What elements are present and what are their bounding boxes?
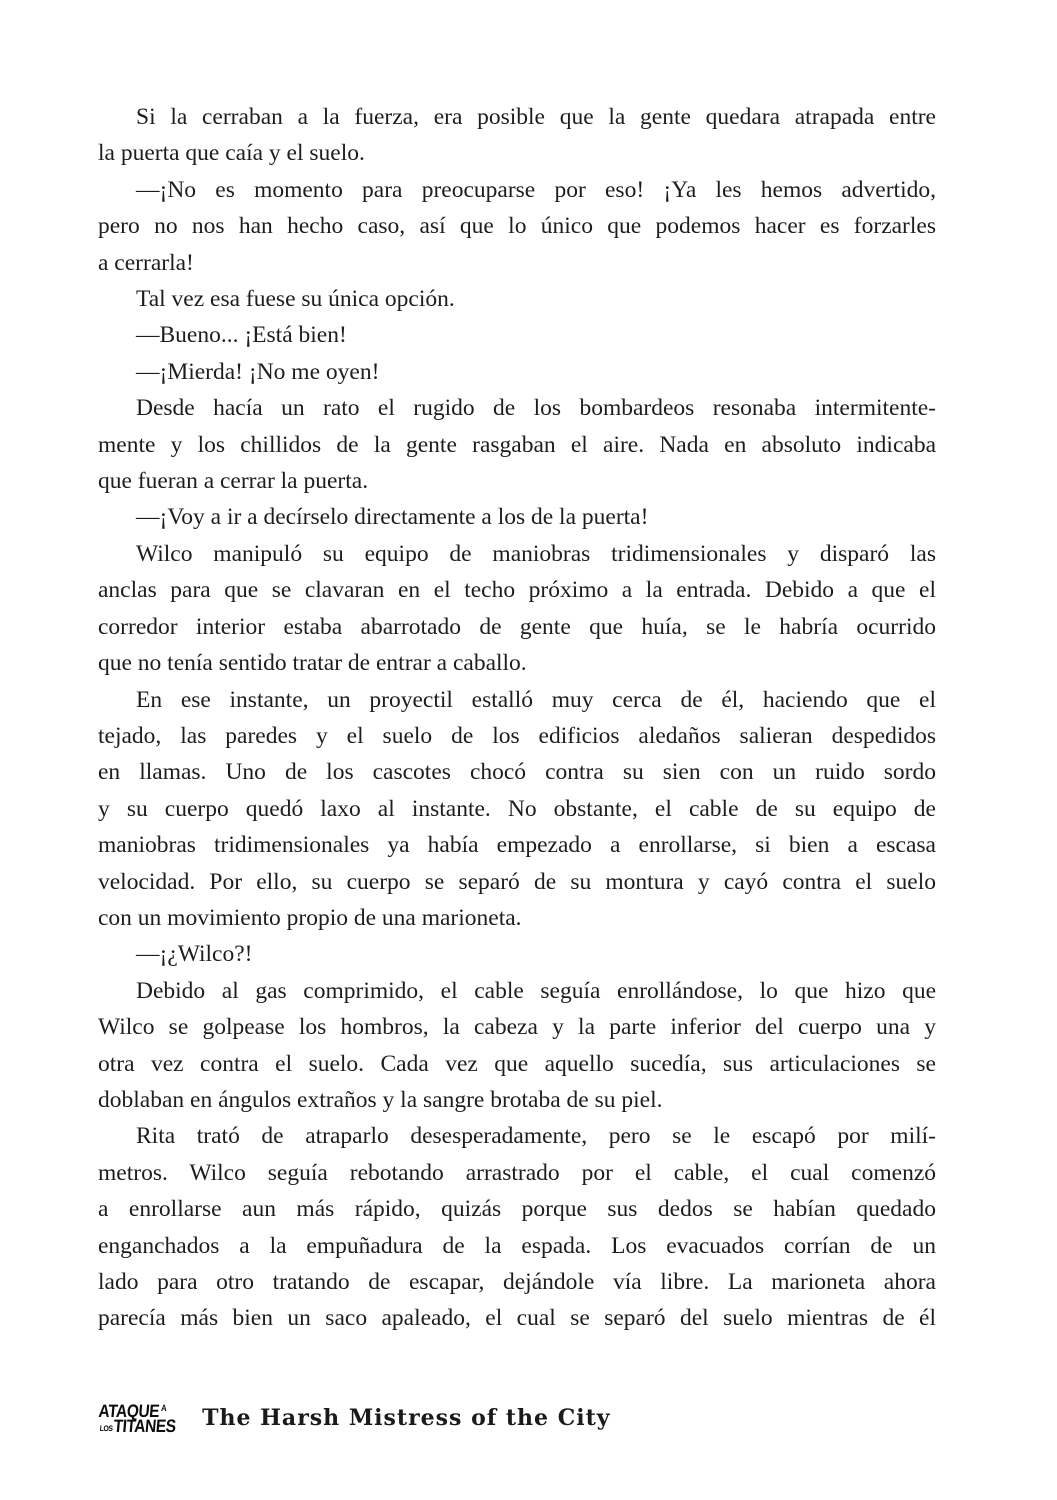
paragraph: [98, 499, 936, 535]
text-line: a cerrarla!: [98, 249, 194, 276]
text-line: y su cuerpo quedó laxo al instante. No obstante, el cable de su equipo de: [98, 795, 936, 822]
text-line: la puerta que caía y el suelo.: [98, 140, 365, 167]
paragraph: [98, 973, 936, 1119]
text-line: Wilco manipuló su equipo de maniobras tridimensionales y disparó las: [136, 540, 936, 567]
text-line: con un movimiento propio de una marioneta.: [98, 904, 522, 931]
text-line: En ese instante, un proyectil estalló muy cerca de él, haciendo que el: [136, 686, 936, 713]
text-line: —¡¿Wilco?!: [136, 941, 253, 968]
paragraph: [98, 536, 936, 682]
text-line: pero no nos han hecho caso, así que lo único que podemos hacer es forzarles: [98, 213, 936, 240]
text-block: [98, 99, 936, 1337]
text-line: velocidad. Por ello, su cuerpo se separó de su montura y cayó contra el suelo: [98, 868, 936, 895]
text-line: corredor interior estaba abarrotado de gente que huía, se le habría ocurrido: [98, 613, 936, 640]
text-line: tejado, las paredes y el suelo de los edificios aledaños salieran despedidos: [98, 722, 936, 749]
paragraph: [98, 1118, 936, 1336]
paragraph: [98, 682, 936, 937]
paragraph: [98, 936, 936, 972]
text-line: a enrollarse aun más rápido, quizás porque sus dedos se habían quedado: [98, 1196, 936, 1223]
attack-on-titan-logo: [97, 1402, 178, 1435]
logo-text-ataque: ATAQUE: [97, 1400, 161, 1421]
text-line: —¡Voy a ir a decírselo directamente a los de la puerta!: [136, 504, 649, 531]
text-line: mente y los chillidos de la gente rasgaban el aire. Nada en absoluto indicaba: [98, 431, 936, 458]
text-line: —¡Mierda! ¡No me oyen!: [136, 358, 380, 385]
text-line: maniobras tridimensionales ya había empezado a enrollarse, si bien a escasa: [98, 832, 936, 859]
text-line: Wilco se golpease los hombros, la cabeza y la parte inferior del cuerpo una y: [98, 1014, 936, 1041]
text-line: parecía más bien un saco apaleado, el cual se separó del suelo mientras de él: [98, 1305, 936, 1332]
text-line: enganchados a la empuñadura de la espada. Los evacuados corrían de un: [98, 1232, 936, 1259]
text-line: Tal vez esa fuese su única opción.: [136, 286, 455, 313]
text-line: Debido al gas comprimido, el cable seguía enrollándose, lo que hizo que: [136, 977, 936, 1004]
text-line: lado para otro tratando de escapar, dejándole vía libre. La marioneta ahora: [98, 1269, 936, 1295]
logo-text-los: LOS: [99, 1423, 113, 1433]
text-line: que fueran a cerrar la puerta.: [98, 468, 369, 495]
paragraph: [98, 317, 936, 353]
text-line: —Bueno... ¡Está bien!: [136, 322, 347, 349]
text-line: Si la cerraban a la fuerza, era posible que la gente quedara atrapada entre: [136, 104, 936, 130]
paragraph: [98, 390, 936, 499]
paragraph: [98, 99, 936, 172]
paragraph: [98, 354, 936, 390]
logo-text-titanes: TITANES: [112, 1415, 177, 1436]
series-title: The Harsh Mistress of the City: [202, 1405, 611, 1431]
footer: [98, 1396, 611, 1440]
paragraph: [98, 281, 936, 317]
text-line: Desde hacía un rato el rugido de los bombardeos resonaba intermitente-: [136, 395, 936, 422]
text-line: en llamas. Uno de los cascotes chocó contra su sien con un ruido sordo: [98, 759, 936, 786]
text-line: Rita trató de atraparlo desesperadamente, pero se le escapó por milí-: [136, 1123, 936, 1150]
text-line: —¡No es momento para preocuparse por eso! ¡Ya les hemos advertido,: [136, 176, 936, 203]
text-line: doblaban en ángulos extraños y la sangre brotaba de su piel.: [98, 1086, 663, 1113]
text-line: que no tenía sentido tratar de entrar a caballo.: [98, 650, 527, 677]
paragraph: [98, 172, 936, 281]
text-line: otra vez contra el suelo. Cada vez que aquello sucedía, sus articulaciones se: [98, 1050, 936, 1077]
text-line: metros. Wilco seguía rebotando arrastrado por el cable, el cual comenzó: [98, 1159, 936, 1186]
text-line: anclas para que se clavaran en el techo próximo a la entrada. Debido a que el: [98, 577, 936, 604]
logo-text-a: A: [160, 1402, 167, 1413]
